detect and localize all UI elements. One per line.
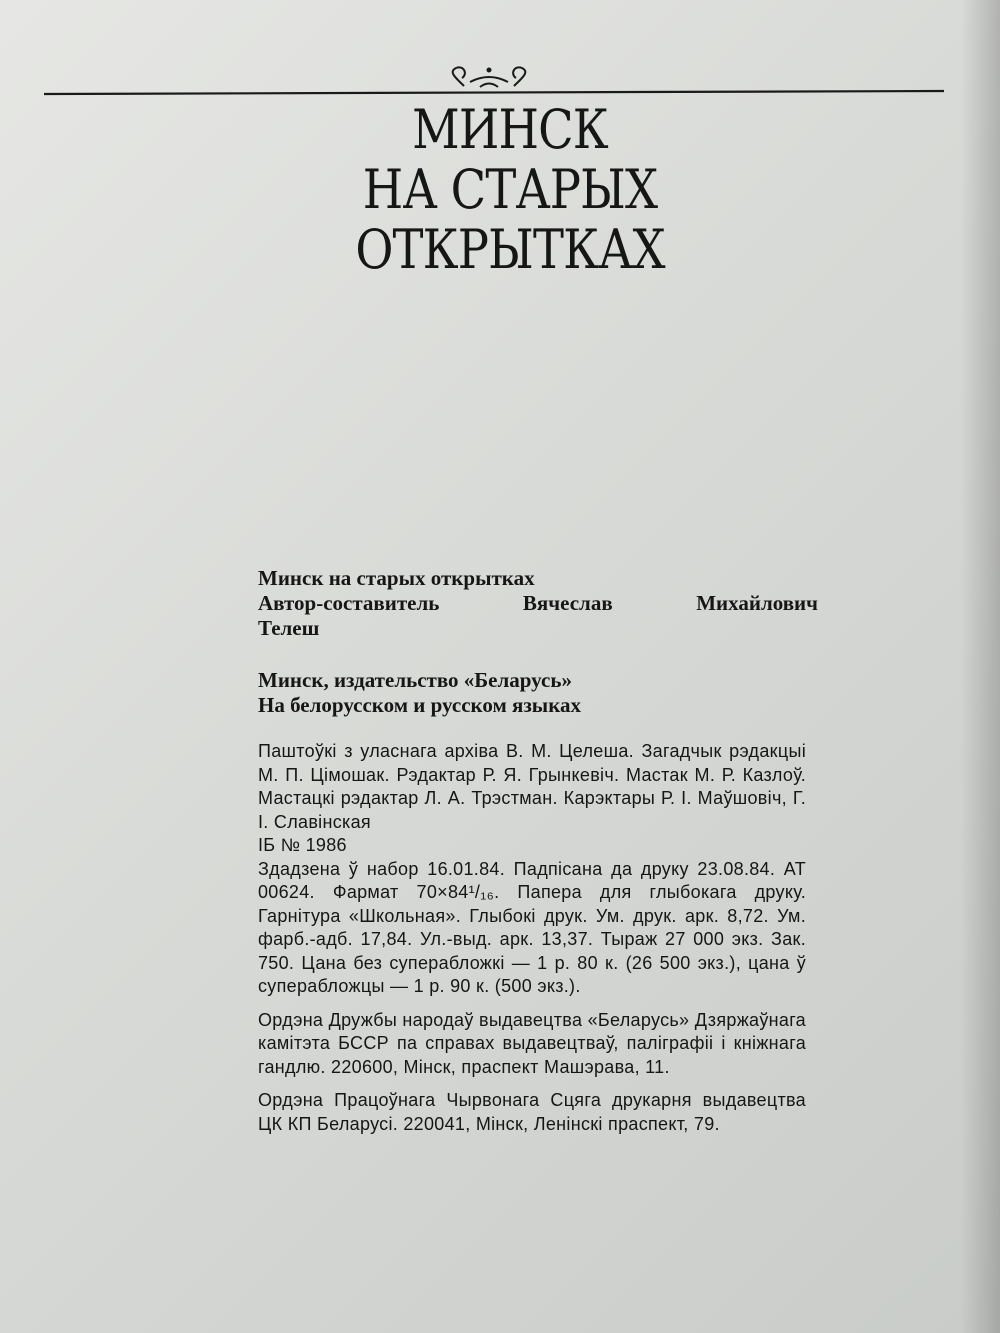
- publisher-address: Ордэна Дружбы народаў выдавецтва «Беларусь» Дзяржаўнага камітэта БССР па справах выдавецтваў, паліграфіі і кніжнага гандлю. 220600, Мінск, праспект Машэрава, 11.: [258, 1009, 806, 1077]
- title-line-2: НА СТАРЫХ: [362, 158, 658, 221]
- printer-address: Ордэна Працоўнага Чырвонага Сцяга друкарня выдавецтва ЦК КП Беларусі. 220041, Мінск, Ленінскі праспект, 79.: [258, 1090, 806, 1134]
- production-paragraph: Здадзена ў набор 16.01.84. Падпісана да друку 23.08.84. АТ 00624. Фармат 70×84¹/₁₆. Папера для глыбокага друку. Гарнітура «Школьная». Глыбокі друк. Ум. друк. арк. 8,72. Ум. фарб.-адб. 17,84. Ул.-выд. арк. 13,37. Тыраж 27 000 экз. Зак. 750. Цана без суперабложкі — 1 р. 80 к. (26 500 экз.), цана ў суперабложцы — 1 р. 90 к. (500 экз.).: [258, 858, 806, 996]
- book-title-heading: [321, 100, 699, 280]
- imprint-block: [258, 566, 818, 641]
- ornamental-rule: [44, 60, 944, 100]
- publisher-block: [258, 668, 818, 718]
- imprint-author-line-1: Автор-составитель Вячеслав Михайлович: [258, 591, 818, 615]
- title-line-3: ОТКРЫТКАХ: [355, 218, 665, 281]
- title-line-1: МИНСК: [412, 98, 608, 161]
- imprint-author-line-2: Телеш: [258, 616, 320, 640]
- imprint-book-title: Минск на старых открытках: [258, 566, 535, 590]
- page-shadow: [960, 0, 1000, 1333]
- credits-paragraph: Паштоўкі з уласнага архіва В. М. Целеша. Загадчык рэдакцыі М. П. Цімошак. Рэдактар Р. Я. Грынкевіч. Мастак М. Р. Казлоў. Мастацкі рэдактар Л. А. Трэстман. Карэктары Р. І. Маўшовіч, Г. І. Славінская: [258, 741, 806, 832]
- imprint-languages: На белорусском и русском языках: [258, 693, 581, 717]
- technical-block: [258, 740, 806, 1136]
- ib-number: ІБ № 1986: [258, 835, 347, 855]
- imprint-publisher: Минск, издательство «Беларусь»: [258, 668, 572, 692]
- imprint-author: [258, 591, 818, 641]
